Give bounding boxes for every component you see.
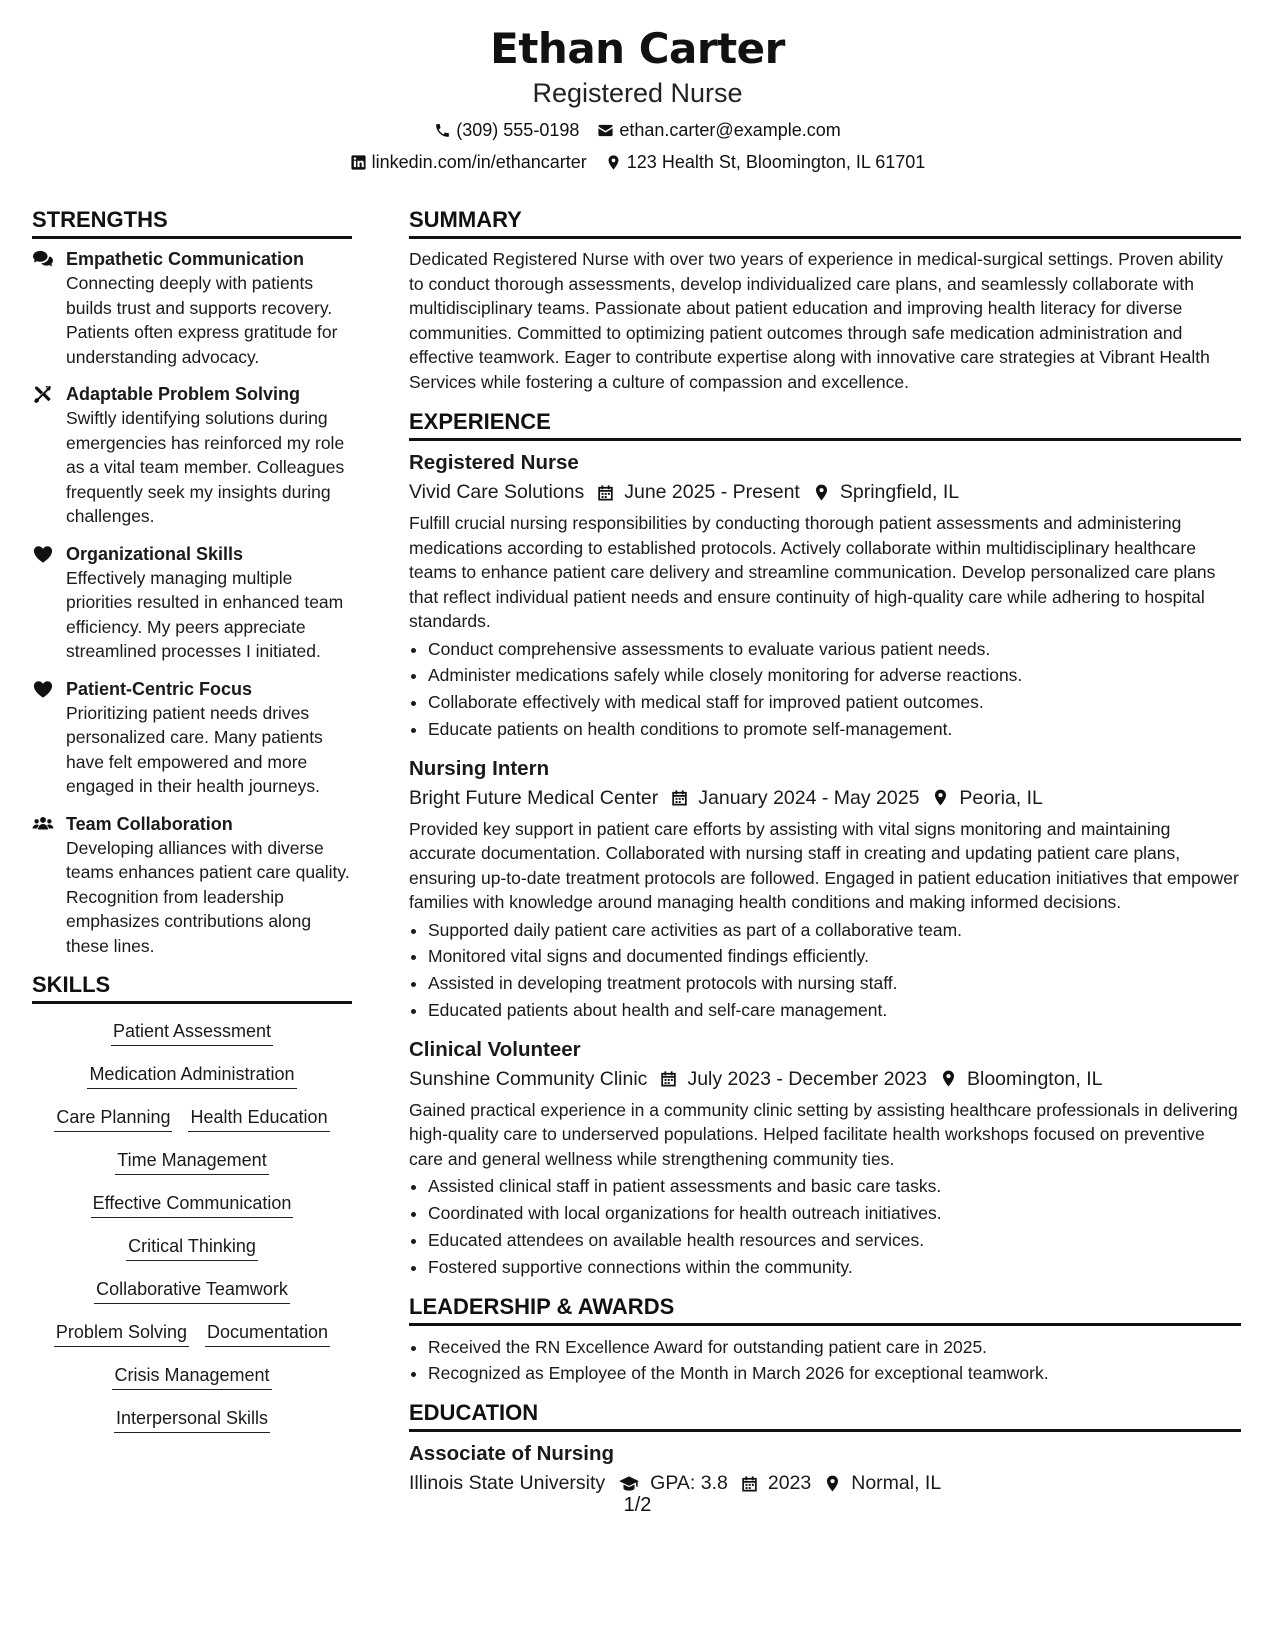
skill-tag: Effective Communication bbox=[91, 1190, 294, 1218]
strength-item bbox=[32, 812, 352, 959]
job-meta bbox=[409, 1064, 1241, 1094]
linkedin-icon bbox=[350, 154, 367, 171]
map-marker-icon bbox=[605, 154, 622, 171]
candidate-title: Registered Nurse bbox=[532, 78, 743, 108]
job-entry bbox=[409, 1036, 1241, 1281]
strength-desc: Effectively managing multiple priorities resulted in enhanced team efficiency. My peers appreciate streamlined processes I initiated. bbox=[66, 567, 344, 661]
summary-section bbox=[409, 206, 1241, 394]
strengths-heading: STRENGTHS bbox=[32, 206, 352, 239]
calendar-icon bbox=[659, 1069, 678, 1088]
tools-icon bbox=[32, 384, 54, 404]
strength-desc: Prioritizing patient needs drives personalized care. Many patients have felt empowered and more engaged in their health journeys. bbox=[66, 702, 323, 796]
job-bullet: • Supported daily patient care activities as part of a collaborative team. bbox=[428, 917, 1241, 944]
job-org: Bright Future Medical Center bbox=[409, 786, 659, 809]
strength-name: Team Collaboration bbox=[66, 813, 233, 834]
skill-tag: Documentation bbox=[205, 1319, 330, 1347]
strength-name: Adaptable Problem Solving bbox=[66, 384, 301, 404]
skill-tag: Crisis Management bbox=[112, 1362, 271, 1390]
job-dates-item bbox=[670, 783, 919, 813]
page-number: 1/2 bbox=[623, 1494, 652, 1516]
contact-email bbox=[597, 118, 840, 142]
comments-icon bbox=[32, 249, 54, 269]
skills-section bbox=[32, 971, 352, 1433]
job-title: Clinical Volunteer bbox=[409, 1037, 581, 1061]
left-column bbox=[32, 206, 352, 1433]
experience-section bbox=[409, 408, 1241, 1281]
job-bullet: • Fostered supportive connections within the community. bbox=[428, 1254, 1241, 1281]
contact-linkedin bbox=[350, 150, 587, 174]
edu-year: 2023 bbox=[767, 1472, 812, 1495]
job-entry bbox=[409, 755, 1241, 1024]
skill-tag: Problem Solving bbox=[54, 1319, 189, 1347]
strength-name: Organizational Skills bbox=[66, 543, 244, 564]
phone-icon bbox=[434, 122, 451, 139]
skill-tag: Patient Assessment bbox=[111, 1018, 273, 1046]
heart-icon bbox=[32, 544, 54, 564]
skill-row bbox=[32, 1018, 352, 1046]
calendar-icon bbox=[596, 483, 615, 502]
job-dates-item bbox=[596, 477, 800, 507]
skill-tag: Collaborative Teamwork bbox=[94, 1276, 290, 1304]
job-bullet: • Educate patients on health conditions to promote self-management. bbox=[428, 716, 1241, 743]
job-location-item bbox=[812, 477, 959, 507]
job-location: Bloomington, IL bbox=[967, 1067, 1103, 1090]
award-item: • Recognized as Employee of the Month in March 2026 for exceptional teamwork. bbox=[428, 1360, 1241, 1387]
skill-row bbox=[32, 1061, 352, 1089]
job-description: Provided key support in patient care efforts by assisting with vital signs monitoring and maintaining accurate documentation. Collaborated with nursing staff in creating and updating patient care plans, ensuring up-to-date treatment protocols are followed. Engaged in patient education initiatives that empower families with knowledge around managing health conditions and making informed decisions. bbox=[409, 818, 1239, 913]
skill-row bbox=[32, 1276, 352, 1304]
contact-row-1 bbox=[0, 118, 1275, 142]
job-org: Sunshine Community Clinic bbox=[409, 1067, 648, 1090]
skill-row bbox=[32, 1362, 352, 1390]
job-entry bbox=[409, 449, 1241, 743]
job-title: Nursing Intern bbox=[409, 756, 550, 780]
degree-title: Associate of Nursing bbox=[409, 1442, 615, 1466]
strength-desc: Connecting deeply with patients builds trust and supports recovery. Patients often express gratitude for understanding advocacy. bbox=[66, 273, 338, 367]
job-meta bbox=[409, 477, 1241, 507]
map-marker-icon bbox=[823, 1474, 842, 1493]
job-dates: January 2024 - May 2025 bbox=[698, 786, 920, 809]
job-bullets bbox=[409, 917, 1241, 1024]
leadership-heading: LEADERSHIP & AWARDS bbox=[409, 1293, 1241, 1326]
map-marker-icon bbox=[931, 788, 950, 807]
strength-desc: Swiftly identifying solutions during emergencies has reinforced my role as a vital team member. Colleagues frequently seek my insights during challenges. bbox=[66, 408, 345, 526]
skill-tag: Interpersonal Skills bbox=[114, 1405, 270, 1433]
calendar-icon bbox=[670, 788, 689, 807]
job-description: Fulfill crucial nursing responsibilities by conducting thorough patient assessments and administering medications according to established protocols. Actively collaborate within multidisciplinary healthcare teams to enhance patient care delivery and streamline communication. Develop personalized care plans that reflect individual patient needs and ensure continuity of high-quality care while adhering to hospital standards. bbox=[409, 513, 1216, 631]
job-dates-item bbox=[659, 1064, 927, 1094]
summary-heading: SUMMARY bbox=[409, 206, 1241, 239]
skill-row bbox=[32, 1319, 352, 1347]
contact-row-2 bbox=[0, 150, 1275, 174]
graduation-cap-icon bbox=[617, 1474, 641, 1493]
job-bullet: • Educated attendees on available health resources and services. bbox=[428, 1227, 1241, 1254]
job-bullet: • Collaborate effectively with medical staff for improved patient outcomes. bbox=[428, 689, 1241, 716]
job-location-item bbox=[939, 1064, 1103, 1094]
job-meta bbox=[409, 783, 1241, 813]
job-bullet: • Conduct comprehensive assessments to evaluate various patient needs. bbox=[428, 636, 1241, 663]
job-bullets bbox=[409, 636, 1241, 743]
calendar-icon bbox=[740, 1474, 759, 1493]
job-description: Gained practical experience in a community clinic setting by assisting healthcare professionals in delivering high-quality care to underserved populations. Helped facilitate health workshops focused on preventive care and general wellness while strengthening community ties. bbox=[409, 1099, 1238, 1169]
job-bullet: • Coordinated with local organizations for health outreach initiatives. bbox=[428, 1200, 1241, 1227]
envelope-icon bbox=[597, 122, 614, 139]
strength-item bbox=[32, 677, 352, 799]
job-bullet: • Monitored vital signs and documented findings efficiently. bbox=[428, 943, 1241, 970]
address-text: 123 Health St, Bloomington, IL 61701 bbox=[626, 152, 926, 172]
education-section bbox=[409, 1399, 1241, 1498]
job-org: Vivid Care Solutions bbox=[409, 481, 585, 503]
skill-tag: Medication Administration bbox=[87, 1061, 296, 1089]
skill-row bbox=[32, 1190, 352, 1218]
map-marker-icon bbox=[812, 483, 831, 502]
job-bullet: • Administer medications safely while closely monitoring for adverse reactions. bbox=[428, 662, 1241, 689]
award-item: • Received the RN Excellence Award for outstanding patient care in 2025. bbox=[428, 1334, 1241, 1361]
candidate-name: Ethan Carter bbox=[490, 24, 785, 73]
map-marker-icon bbox=[939, 1069, 958, 1088]
skill-row bbox=[32, 1405, 352, 1433]
strength-name: Empathetic Communication bbox=[66, 249, 305, 269]
skills-heading: SKILLS bbox=[32, 971, 352, 1004]
job-dates: June 2025 - Present bbox=[624, 481, 800, 503]
skill-row bbox=[32, 1233, 352, 1261]
job-title: Registered Nurse bbox=[409, 451, 579, 474]
users-icon bbox=[32, 814, 54, 834]
job-location: Peoria, IL bbox=[959, 786, 1043, 809]
right-column bbox=[409, 206, 1241, 1502]
phone-text[interactable]: (309) 555-0198 bbox=[456, 120, 580, 140]
education-heading: EDUCATION bbox=[409, 1399, 1241, 1432]
award-bullets bbox=[409, 1334, 1241, 1388]
job-location-item bbox=[931, 783, 1042, 813]
contact-address bbox=[605, 150, 926, 174]
job-dates: July 2023 - December 2023 bbox=[687, 1067, 927, 1090]
edu-location: Normal, IL bbox=[851, 1472, 942, 1495]
strength-name: Patient-Centric Focus bbox=[66, 678, 253, 699]
heart-icon bbox=[32, 679, 54, 699]
job-bullet: • Assisted clinical staff in patient assessments and basic care tasks. bbox=[428, 1173, 1241, 1200]
gpa-text: GPA: 3.8 bbox=[650, 1472, 728, 1495]
strength-desc: Developing alliances with diverse teams enhances patient care quality. Recognition from leadership emphasizes contributions along these lines. bbox=[66, 837, 350, 956]
skill-tag: Critical Thinking bbox=[126, 1233, 258, 1261]
skill-row bbox=[32, 1147, 352, 1175]
skill-tag: Care Planning bbox=[54, 1104, 172, 1132]
school-name: Illinois State University bbox=[409, 1472, 606, 1495]
job-location: Springfield, IL bbox=[839, 481, 960, 503]
strength-item bbox=[32, 247, 352, 369]
job-bullet: • Assisted in developing treatment protocols with nursing staff. bbox=[428, 970, 1241, 997]
resume-header bbox=[0, 22, 1275, 174]
strength-item bbox=[32, 382, 352, 529]
strength-item bbox=[32, 542, 352, 664]
job-bullet: • Educated patients about health and self-care management. bbox=[428, 997, 1241, 1024]
strengths-section bbox=[32, 206, 352, 958]
skill-row bbox=[32, 1104, 352, 1132]
email-link[interactable]: ethan.carter@example.com bbox=[619, 120, 841, 140]
skill-tag: Health Education bbox=[188, 1104, 329, 1132]
summary-text: Dedicated Registered Nurse with over two years of experience in medical-surgical settings. Proven ability to conduct thorough assessments, develop individualized care plans, and seamlessly collaborate with multidisciplinary teams. Passionate about patient education and improving health literacy for diverse communities. Committed to optimizing patient outcomes through safe medication administration and effective teamwork. Eager to contribute expertise along with innovative care strategies at Vibrant Health Services while fostering a culture of compassion and excellence. bbox=[409, 249, 1224, 392]
linkedin-link[interactable]: linkedin.com/in/ethancarter bbox=[371, 152, 587, 172]
contact-phone bbox=[434, 118, 579, 142]
skills-list bbox=[32, 1012, 352, 1433]
leadership-section bbox=[409, 1293, 1241, 1388]
job-bullets bbox=[409, 1173, 1241, 1280]
skill-tag: Time Management bbox=[115, 1147, 268, 1175]
experience-heading: EXPERIENCE bbox=[409, 408, 1241, 441]
